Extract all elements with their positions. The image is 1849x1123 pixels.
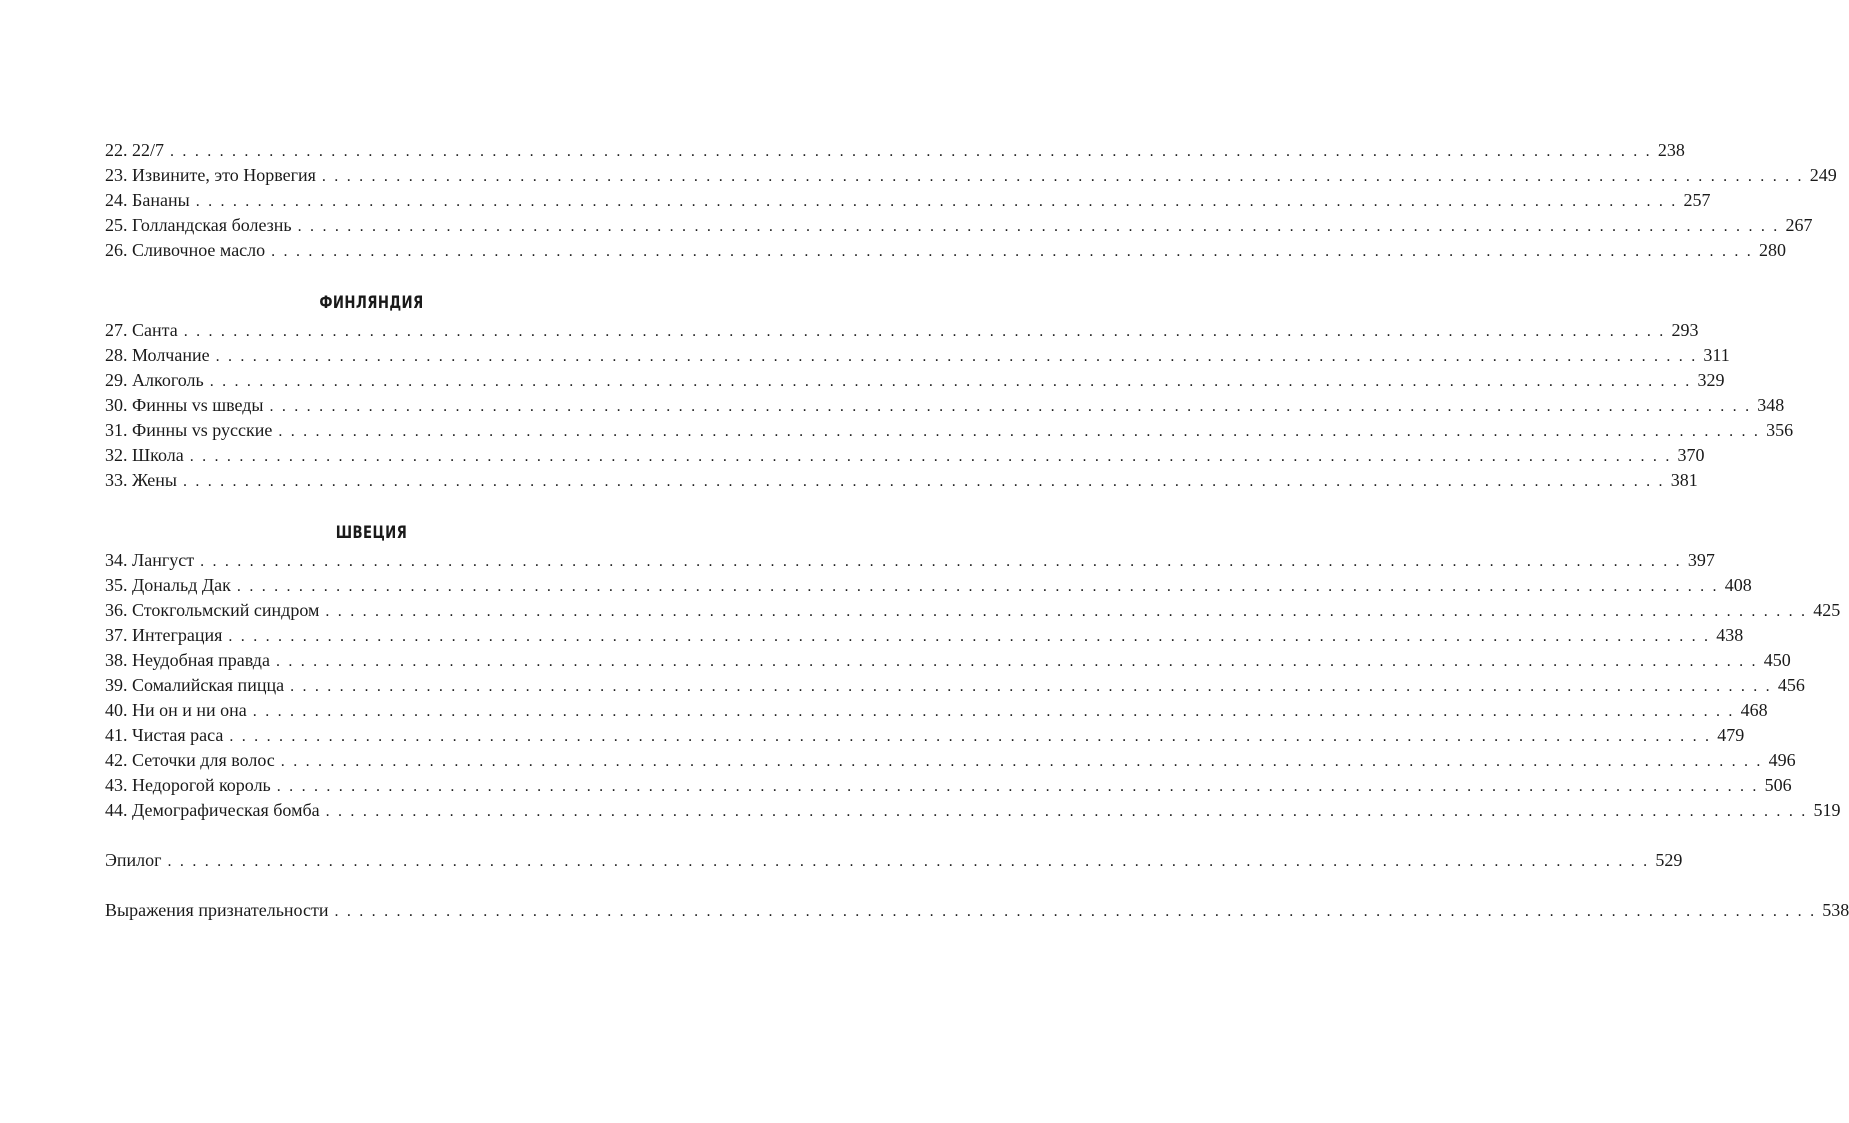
toc-entry-title: Выражения признательности xyxy=(105,900,329,920)
dot-leader: . . . . . . . . . . . . . . . . . . . . . . . . . . . . . . . . . . . . . . . . . . . . . . . . . . . . . . . . . . . . . . . . . . . . . . . . . . . . . . . . . . . . . . . . . . . . . . . . . . . . . . . . . . . . . . . . . . . . . . . . xyxy=(189,448,1672,465)
toc-entry xyxy=(105,773,1792,798)
toc-entry xyxy=(105,848,1683,873)
toc-entry-title: 29. Алкоголь xyxy=(105,370,204,390)
dot-leader: . . . . . . . . . . . . . . . . . . . . . . . . . . . . . . . . . . . . . . . . . . . . . . . . . . . . . . . . . . . . . . . . . . . . . . . . . . . . . . . . . . . . . . . . . . . . . . . . . . . . . . . . . . . . . . . . . . . . . . . . xyxy=(290,678,1772,695)
section-heading: ФИНЛЯНДИЯ xyxy=(319,293,424,313)
toc-entry xyxy=(105,698,1768,723)
toc-entry xyxy=(105,898,1849,923)
toc-entry-title: 31. Финны vs русские xyxy=(105,420,273,440)
toc-entry-title: 36. Стокгольмский синдром xyxy=(105,600,320,620)
section-gap xyxy=(105,263,638,288)
toc-entry xyxy=(105,393,1785,418)
toc-entry xyxy=(105,188,1711,213)
toc-entry xyxy=(105,748,1796,773)
dot-leader: . . . . . . . . . . . . . . . . . . . . . . . . . . . . . . . . . . . . . . . . . . . . . . . . . . . . . . . . . . . . . . . . . . . . . . . . . . . . . . . . . . . . . . . . . . . . . . . . . . . . . . . . . . . . . . . . . . . . . . . . xyxy=(183,323,1666,340)
toc-entry-title: 26. Сливочное масло xyxy=(105,240,266,260)
toc-entry-page: 438 xyxy=(1716,625,1744,645)
toc-entry-page: 238 xyxy=(1657,140,1685,160)
toc-entry-page: 311 xyxy=(1703,345,1730,365)
toc-entry-page: 348 xyxy=(1757,395,1785,415)
toc-entry-title: 41. Чистая раса xyxy=(105,725,224,745)
section-heading: ШВЕЦИЯ xyxy=(335,523,408,543)
dot-leader: . . . . . . . . . . . . . . . . . . . . . . . . . . . . . . . . . . . . . . . . . . . . . . . . . . . . . . . . . . . . . . . . . . . . . . . . . . . . . . . . . . . . . . . . . . . . . . . . . . . . . . . . . . . . . . . . . . . . . . . . xyxy=(325,603,1808,620)
dot-leader: . . . . . . . . . . . . . . . . . . . . . . . . . . . . . . . . . . . . . . . . . . . . . . . . . . . . . . . . . . . . . . . . . . . . . . . . . . . . . . . . . . . . . . . . . . . . . . . . . . . . . . . . . . . . . . . . . . . . . . . . xyxy=(252,703,1735,720)
toc-entry xyxy=(105,598,1841,623)
toc-entry xyxy=(105,368,1725,393)
toc-entry xyxy=(105,443,1705,468)
toc-entry xyxy=(105,673,1805,698)
dot-leader: . . . . . . . . . . . . . . . . . . . . . . . . . . . . . . . . . . . . . . . . . . . . . . . . . . . . . . . . . . . . . . . . . . . . . . . . . . . . . . . . . . . . . . . . . . . . . . . . . . . . . . . . . . . . . . . . . . . . . . . . xyxy=(280,753,1763,770)
dot-leader: . . . . . . . . . . . . . . . . . . . . . . . . . . . . . . . . . . . . . . . . . . . . . . . . . . . . . . . . . . . . . . . . . . . . . . . . . . . . . . . . . . . . . . . . . . . . . . . . . . . . . . . . . . . . . . . . . . . . . . . . xyxy=(269,398,1752,415)
toc-entry-page: 293 xyxy=(1671,320,1699,340)
toc-entry-page: 519 xyxy=(1813,800,1841,820)
dot-leader: . . . . . . . . . . . . . . . . . . . . . . . . . . . . . . . . . . . . . . . . . . . . . . . . . . . . . . . . . . . . . . . . . . . . . . . . . . . . . . . . . . . . . . . . . . . . . . . . . . . . . . . . . . . . . . . . . . . . . . . . xyxy=(182,473,1665,490)
toc-entry-page: 370 xyxy=(1677,445,1705,465)
toc-entry-title: 38. Неудобная правда xyxy=(105,650,270,670)
toc-entry xyxy=(105,343,1730,368)
toc-entry xyxy=(105,798,1841,823)
dot-leader: . . . . . . . . . . . . . . . . . . . . . . . . . . . . . . . . . . . . . . . . . . . . . . . . . . . . . . . . . . . . . . . . . . . . . . . . . . . . . . . . . . . . . . . . . . . . . . . . . . . . . . . . . . . . . . . . . . . . . . . . xyxy=(325,803,1808,820)
dot-leader: . . . . . . . . . . . . . . . . . . . . . . . . . . . . . . . . . . . . . . . . . . . . . . . . . . . . . . . . . . . . . . . . . . . . . . . . . . . . . . . . . . . . . . . . . . . . . . . . . . . . . . . . . . . . . . . . . . . . . . . . xyxy=(275,653,1758,670)
toc-entry-title: 32. Школа xyxy=(105,445,184,465)
toc-entry xyxy=(105,138,1685,163)
toc-entry-title: 34. Лангуст xyxy=(105,550,195,570)
toc-entry-title: 23. Извините, это Норвегия xyxy=(105,165,316,185)
toc-entry xyxy=(105,468,1698,493)
toc-entry-title: 22. 22/7 xyxy=(105,140,165,160)
dot-leader: . . . . . . . . . . . . . . . . . . . . . . . . . . . . . . . . . . . . . . . . . . . . . . . . . . . . . . . . . . . . . . . . . . . . . . . . . . . . . . . . . . . . . . . . . . . . . . . . . . . . . . . . . . . . . . . . . . . . . . . . xyxy=(278,423,1761,440)
toc-entry-title: 33. Жены xyxy=(105,470,177,490)
toc-entry-title: Эпилог xyxy=(105,850,162,870)
toc-entry-title: 28. Молчание xyxy=(105,345,210,365)
dot-leader: . . . . . . . . . . . . . . . . . . . . . . . . . . . . . . . . . . . . . . . . . . . . . . . . . . . . . . . . . . . . . . . . . . . . . . . . . . . . . . . . . . . . . . . . . . . . . . . . . . . . . . . . . . . . . . . . . . . . . . . . xyxy=(236,578,1719,595)
dot-leader: . . . . . . . . . . . . . . . . . . . . . . . . . . . . . . . . . . . . . . . . . . . . . . . . . . . . . . . . . . . . . . . . . . . . . . . . . . . . . . . . . . . . . . . . . . . . . . . . . . . . . . . . . . . . . . . . . . . . . . . . xyxy=(334,903,1817,920)
toc-entry-title: 37. Интеграция xyxy=(105,625,223,645)
toc-entry-page: 408 xyxy=(1724,575,1752,595)
section-gap xyxy=(105,823,638,848)
toc-entry xyxy=(105,238,1786,263)
toc-entry-page: 450 xyxy=(1763,650,1791,670)
toc-entry-page: 329 xyxy=(1697,370,1725,390)
toc-entry xyxy=(105,213,1813,238)
toc-entry-title: 44. Демографическая бомба xyxy=(105,800,320,820)
toc-entry-page: 468 xyxy=(1740,700,1768,720)
toc-entry xyxy=(105,648,1791,673)
toc-entry-title: 25. Голландская болезнь xyxy=(105,215,292,235)
toc-entry-title: 40. Ни он и ни она xyxy=(105,700,247,720)
toc-entry-page: 356 xyxy=(1766,420,1794,440)
toc-entry xyxy=(105,623,1744,648)
section-gap xyxy=(105,873,638,898)
toc-entry xyxy=(105,418,1794,443)
toc-entry-title: 43. Недорогой король xyxy=(105,775,271,795)
dot-leader: . . . . . . . . . . . . . . . . . . . . . . . . . . . . . . . . . . . . . . . . . . . . . . . . . . . . . . . . . . . . . . . . . . . . . . . . . . . . . . . . . . . . . . . . . . . . . . . . . . . . . . . . . . . . . . . . . . . . . . . . xyxy=(170,143,1652,160)
toc-entry-page: 249 xyxy=(1809,165,1837,185)
toc-entry xyxy=(105,573,1752,598)
dot-leader: . . . . . . . . . . . . . . . . . . . . . . . . . . . . . . . . . . . . . . . . . . . . . . . . . . . . . . . . . . . . . . . . . . . . . . . . . . . . . . . . . . . . . . . . . . . . . . . . . . . . . . . . . . . . . . . . . . . . . . . . xyxy=(200,553,1682,570)
dot-leader: . . . . . . . . . . . . . . . . . . . . . . . . . . . . . . . . . . . . . . . . . . . . . . . . . . . . . . . . . . . . . . . . . . . . . . . . . . . . . . . . . . . . . . . . . . . . . . . . . . . . . . . . . . . . . . . . . . . . . . . . xyxy=(167,853,1650,870)
toc-entry-page: 538 xyxy=(1822,900,1849,920)
dot-leader: . . . . . . . . . . . . . . . . . . . . . . . . . . . . . . . . . . . . . . . . . . . . . . . . . . . . . . . . . . . . . . . . . . . . . . . . . . . . . . . . . . . . . . . . . . . . . . . . . . . . . . . . . . . . . . . . . . . . . . . . xyxy=(195,193,1678,210)
dot-leader: . . . . . . . . . . . . . . . . . . . . . . . . . . . . . . . . . . . . . . . . . . . . . . . . . . . . . . . . . . . . . . . . . . . . . . . . . . . . . . . . . . . . . . . . . . . . . . . . . . . . . . . . . . . . . . . . . . . . . . . . xyxy=(229,728,1712,745)
toc-entry xyxy=(105,548,1715,573)
toc-entry-title: 42. Сеточки для волос xyxy=(105,750,275,770)
toc-entry-title: 35. Дональд Дак xyxy=(105,575,231,595)
toc-entry-page: 381 xyxy=(1670,470,1698,490)
toc-entry-page: 280 xyxy=(1758,240,1786,260)
section-gap xyxy=(105,493,638,518)
dot-leader: . . . . . . . . . . . . . . . . . . . . . . . . . . . . . . . . . . . . . . . . . . . . . . . . . . . . . . . . . . . . . . . . . . . . . . . . . . . . . . . . . . . . . . . . . . . . . . . . . . . . . . . . . . . . . . . . . . . . . . . . xyxy=(215,348,1698,365)
toc-entry-page: 506 xyxy=(1764,775,1792,795)
toc-entry-page: 496 xyxy=(1768,750,1796,770)
toc-entry xyxy=(105,723,1745,748)
dot-leader: . . . . . . . . . . . . . . . . . . . . . . . . . . . . . . . . . . . . . . . . . . . . . . . . . . . . . . . . . . . . . . . . . . . . . . . . . . . . . . . . . . . . . . . . . . . . . . . . . . . . . . . . . . . . . . . . . . . . . . . . xyxy=(276,778,1759,795)
toc-entry-page: 257 xyxy=(1683,190,1711,210)
dot-leader: . . . . . . . . . . . . . . . . . . . . . . . . . . . . . . . . . . . . . . . . . . . . . . . . . . . . . . . . . . . . . . . . . . . . . . . . . . . . . . . . . . . . . . . . . . . . . . . . . . . . . . . . . . . . . . . . . . . . . . . . xyxy=(228,628,1711,645)
toc-entry-page: 479 xyxy=(1717,725,1745,745)
toc-entry-title: 39. Сомалийская пицца xyxy=(105,675,285,695)
toc-entry-title: 24. Бананы xyxy=(105,190,190,210)
toc-entry-page: 529 xyxy=(1655,850,1683,870)
toc-entry-page: 425 xyxy=(1813,600,1841,620)
dot-leader: . . . . . . . . . . . . . . . . . . . . . . . . . . . . . . . . . . . . . . . . . . . . . . . . . . . . . . . . . . . . . . . . . . . . . . . . . . . . . . . . . . . . . . . . . . . . . . . . . . . . . . . . . . . . . . . . . . . . . . . . xyxy=(297,218,1780,235)
dot-leader: . . . . . . . . . . . . . . . . . . . . . . . . . . . . . . . . . . . . . . . . . . . . . . . . . . . . . . . . . . . . . . . . . . . . . . . . . . . . . . . . . . . . . . . . . . . . . . . . . . . . . . . . . . . . . . . . . . . . . . . . xyxy=(321,168,1804,185)
toc-entry-title: 30. Финны vs шведы xyxy=(105,395,264,415)
dot-leader: . . . . . . . . . . . . . . . . . . . . . . . . . . . . . . . . . . . . . . . . . . . . . . . . . . . . . . . . . . . . . . . . . . . . . . . . . . . . . . . . . . . . . . . . . . . . . . . . . . . . . . . . . . . . . . . . . . . . . . . . xyxy=(271,243,1753,260)
toc-entry xyxy=(105,163,1837,188)
toc-entry-page: 456 xyxy=(1777,675,1805,695)
toc-entry-page: 397 xyxy=(1687,550,1715,570)
toc-entry xyxy=(105,318,1699,343)
toc-entry-page: 267 xyxy=(1785,215,1813,235)
toc-entry-title: 27. Санта xyxy=(105,320,178,340)
table-of-contents xyxy=(105,138,1849,923)
dot-leader: . . . . . . . . . . . . . . . . . . . . . . . . . . . . . . . . . . . . . . . . . . . . . . . . . . . . . . . . . . . . . . . . . . . . . . . . . . . . . . . . . . . . . . . . . . . . . . . . . . . . . . . . . . . . . . . . . . . . . . . . xyxy=(209,373,1692,390)
